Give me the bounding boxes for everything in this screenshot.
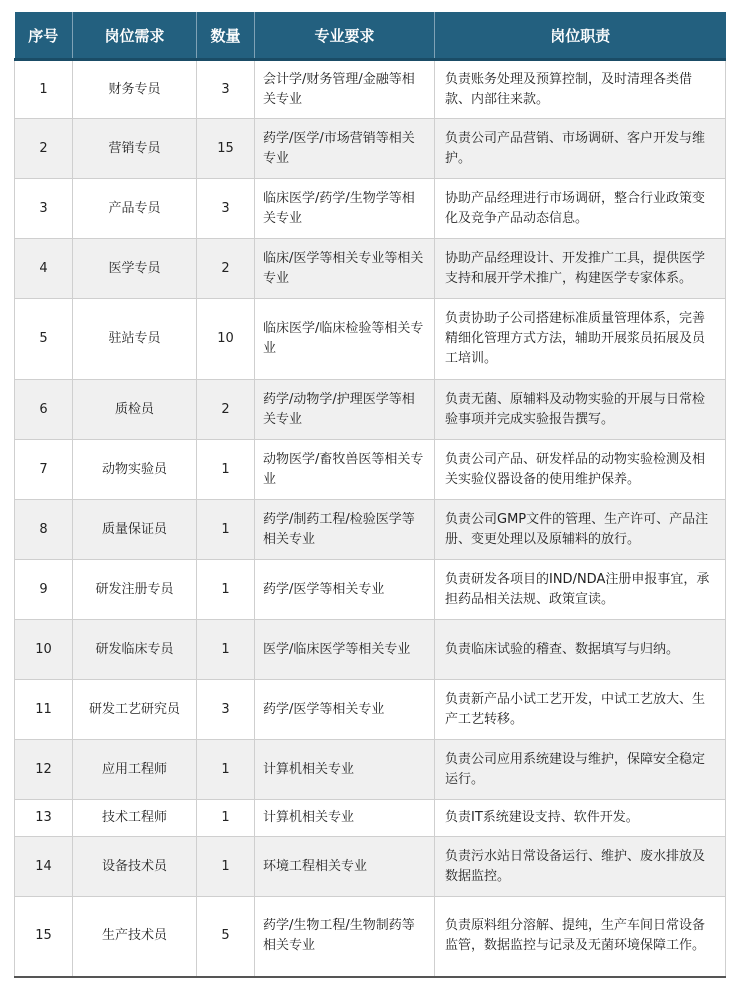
row-position: 技术工程师 (73, 800, 197, 837)
row-count: 3 (197, 680, 255, 740)
row-major: 医学/临床医学等相关专业 (255, 620, 435, 680)
header-position: 岗位需求 (73, 12, 197, 60)
table-row (15, 680, 726, 740)
row-position: 医学专员 (73, 239, 197, 299)
row-position: 质检员 (73, 380, 197, 440)
row-position: 财务专员 (73, 60, 197, 119)
row-duty: 负责无菌、原辅料及动物实验的开展与日常检验事项并完成实验报告撰写。 (435, 380, 726, 440)
row-duty: 负责账务处理及预算控制，及时清理各类借款、内部往来款。 (435, 60, 726, 119)
row-duty: 协助产品经理进行市场调研，整合行业政策变化及竞争产品动态信息。 (435, 179, 726, 239)
row-position: 研发临床专员 (73, 620, 197, 680)
recruitment-table (14, 12, 726, 978)
table-row (15, 299, 726, 380)
row-count: 15 (197, 119, 255, 179)
row-count: 5 (197, 897, 255, 977)
row-count: 3 (197, 60, 255, 119)
row-count: 3 (197, 179, 255, 239)
table-row (15, 60, 726, 119)
row-duty: 负责研发各项目的IND/NDA注册申报事宜，承担药品相关法规、政策宣读。 (435, 560, 726, 620)
row-major: 药学/动物学/护理医学等相关专业 (255, 380, 435, 440)
row-duty: 负责临床试验的稽查、数据填写与归纳。 (435, 620, 726, 680)
row-position: 质量保证员 (73, 500, 197, 560)
row-no: 13 (15, 800, 73, 837)
row-count: 1 (197, 560, 255, 620)
row-position: 驻站专员 (73, 299, 197, 380)
table-row (15, 837, 726, 897)
row-count: 1 (197, 837, 255, 897)
header-duty: 岗位职责 (435, 12, 726, 60)
row-major: 药学/制药工程/检验医学等相关专业 (255, 500, 435, 560)
header-count: 数量 (197, 12, 255, 60)
table-row (15, 380, 726, 440)
row-duty: 协助产品经理设计、开发推广工具，提供医学支持和展开学术推广，构建医学专家体系。 (435, 239, 726, 299)
row-position: 研发工艺研究员 (73, 680, 197, 740)
row-count: 1 (197, 620, 255, 680)
row-position: 应用工程师 (73, 740, 197, 800)
table-body (15, 60, 726, 977)
row-no: 2 (15, 119, 73, 179)
row-no: 3 (15, 179, 73, 239)
row-position: 研发注册专员 (73, 560, 197, 620)
row-no: 12 (15, 740, 73, 800)
table-row (15, 500, 726, 560)
row-no: 5 (15, 299, 73, 380)
row-major: 会计学/财务管理/金融等相关专业 (255, 60, 435, 119)
row-count: 10 (197, 299, 255, 380)
row-major: 临床医学/药学/生物学等相关专业 (255, 179, 435, 239)
table-row (15, 800, 726, 837)
table-row (15, 740, 726, 800)
row-duty: 负责公司应用系统建设与维护，保障安全稳定运行。 (435, 740, 726, 800)
row-no: 11 (15, 680, 73, 740)
recruitment-table-container (14, 12, 725, 978)
header-no: 序号 (15, 12, 73, 60)
row-count: 1 (197, 800, 255, 837)
table-row (15, 179, 726, 239)
row-major: 药学/医学/市场营销等相关专业 (255, 119, 435, 179)
row-position: 生产技术员 (73, 897, 197, 977)
row-major: 动物医学/畜牧兽医等相关专业 (255, 440, 435, 500)
row-major: 药学/生物工程/生物制药等相关专业 (255, 897, 435, 977)
header-row (15, 12, 726, 60)
row-no: 7 (15, 440, 73, 500)
table-row (15, 119, 726, 179)
row-no: 9 (15, 560, 73, 620)
row-duty: 负责IT系统建设支持、软件开发。 (435, 800, 726, 837)
row-count: 1 (197, 500, 255, 560)
row-major: 计算机相关专业 (255, 740, 435, 800)
row-position: 营销专员 (73, 119, 197, 179)
row-no: 1 (15, 60, 73, 119)
row-major: 药学/医学等相关专业 (255, 560, 435, 620)
row-duty: 负责污水站日常设备运行、维护、废水排放及数据监控。 (435, 837, 726, 897)
table-row (15, 897, 726, 977)
table-row (15, 560, 726, 620)
row-no: 6 (15, 380, 73, 440)
table-row (15, 620, 726, 680)
header-major: 专业要求 (255, 12, 435, 60)
row-major: 临床医学/临床检验等相关专业 (255, 299, 435, 380)
row-position: 设备技术员 (73, 837, 197, 897)
row-duty: 负责公司产品、研发样品的动物实验检测及相关实验仪器设备的使用维护保养。 (435, 440, 726, 500)
table-header (15, 12, 726, 60)
row-duty: 负责公司GMP文件的管理、生产许可、产品注册、变更处理以及原辅料的放行。 (435, 500, 726, 560)
row-no: 14 (15, 837, 73, 897)
row-count: 1 (197, 740, 255, 800)
row-major: 环境工程相关专业 (255, 837, 435, 897)
row-count: 2 (197, 380, 255, 440)
row-major: 计算机相关专业 (255, 800, 435, 837)
row-duty: 负责新产品小试工艺开发，中试工艺放大、生产工艺转移。 (435, 680, 726, 740)
row-major: 药学/医学等相关专业 (255, 680, 435, 740)
row-no: 10 (15, 620, 73, 680)
row-position: 动物实验员 (73, 440, 197, 500)
row-duty: 负责协助子公司搭建标准质量管理体系，完善精细化管理方式方法，辅助开展浆员拓展及员工培训。 (435, 299, 726, 380)
row-no: 8 (15, 500, 73, 560)
row-count: 2 (197, 239, 255, 299)
table-row (15, 239, 726, 299)
row-no: 4 (15, 239, 73, 299)
row-major: 临床/医学等相关专业等相关专业 (255, 239, 435, 299)
row-duty: 负责公司产品营销、市场调研、客户开发与维护。 (435, 119, 726, 179)
row-count: 1 (197, 440, 255, 500)
row-no: 15 (15, 897, 73, 977)
row-position: 产品专员 (73, 179, 197, 239)
table-row (15, 440, 726, 500)
row-duty: 负责原料组分溶解、提纯，生产车间日常设备监管，数据监控与记录及无菌环境保障工作。 (435, 897, 726, 977)
